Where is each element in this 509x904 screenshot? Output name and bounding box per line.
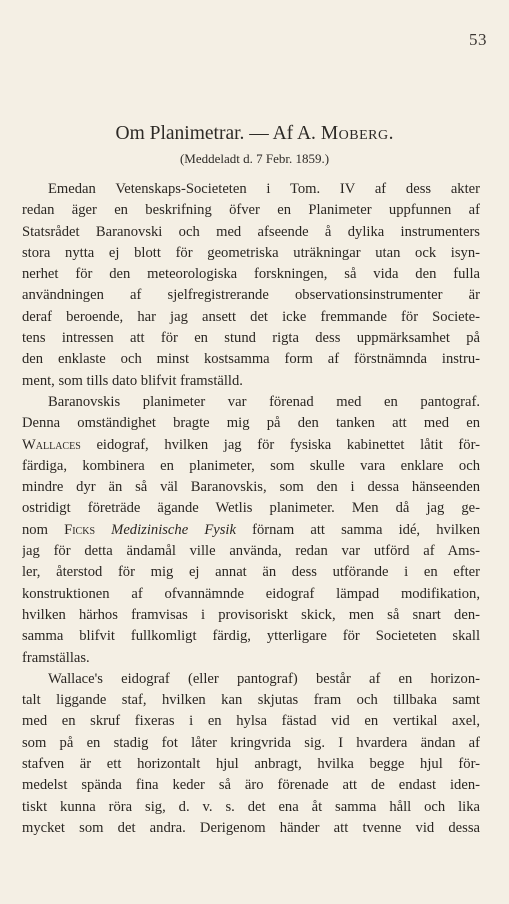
text-line: framställas. [22,649,90,666]
text-line-start: nom [22,521,48,538]
wallaces-name: Wallaces [22,436,81,453]
ficks-name: Ficks [64,521,96,538]
text-line-rest: eidograf, hvilken jag för fysiska kabinettet låtit för- [96,436,480,453]
text-line: Statsrådet Baranovski och med afseende å dylika instrumenters [22,223,480,240]
text-line-rest: förnam att samma idé, hvilken [252,521,480,538]
text-line: mindre dyr än så väl Baranovskis, som den i dessa hänseenden [22,479,480,496]
text-line: jag för detta ändamål ville använda, redan var utförd af Ams- [22,543,480,560]
text-line: Emedan Vetenskaps-Societeten i Tom. IV af dess akter [48,181,480,197]
text-line: ment, som tills dato blifvit framställd. [22,372,243,389]
title-af: Af A. [272,123,316,144]
text-line: användningen af sjelfregistrerande observationsinstrumenter är [22,287,480,304]
text-line: som på en stadig fot låter kringvrida sig. I hvardera ändan af [22,734,480,751]
title-main: Om Planimetrar. [115,123,245,144]
text-line: Baranovskis planimeter var förenad med en pantograf. [48,393,480,410]
ficks-work-title: Medizinische Fysik [111,521,236,538]
text-line: deraf beroende, har jag ansett det icke fremmande för Societe- [22,308,480,325]
article-subtitle: (Meddeladt d. 7 Febr. 1859.) [179,151,330,166]
text-line: medelst spända fina keder så äro förenade att de endast iden- [22,777,480,794]
text-line: talt liggande staf, hvilken kan skjutas fram och tillbaka samt [22,692,480,709]
text-line: redan äger en beskrifning öfver en Planimeter uppfunnen af [22,202,480,219]
text-line: stora nytta ej blott för geometriska uträkningar utan ock isyn- [22,244,480,261]
article-title [0,123,509,145]
text-line: den enklaste och minst kostsamma form af förstnämnda instru- [22,351,480,368]
text-line: färdiga, kombinera en planimeter, som skulle vara enklare och [22,457,480,474]
text-line: samma blifvit fullkomligt färdig, ytterligare för Societeten skall [22,628,480,645]
text-line: tiskt kunna röra sig, d. v. s. det ena åt samma håll och lika [22,798,480,815]
text-line: Denna omständighet bragte mig på den tanken att med en [22,415,480,432]
title-dash: — [249,123,269,144]
text-line: ostridigt företräde ägande Wetlis planimeter. Men då jag ge- [22,500,480,517]
title-author: Moberg [320,123,389,144]
text-line: stafven är ett horizontalt hjul anbragt, hvilka begge hjul för- [22,756,480,773]
text-line [22,520,480,541]
text-line [22,435,480,456]
text-line: ler, återstod för mig ej annat än dess utförande i en efter [22,564,480,581]
text-line: hvilken härhos framvisas i provisoriskt skick, men så snart den- [22,606,480,623]
text-line: med en skruf fixeras i en hylsa fästad vid en vertikal axel, [22,713,480,730]
title-end: . [388,123,394,144]
text-line: tens intressen att för en stund rigta dess uppmärksamhet på [22,330,480,347]
text-line: konstruktionen af ofvannämnde eidograf lämpad modifikation, [22,585,480,602]
text-line: mycket som det andra. Derigenom händer att tvenne vid dessa [22,819,480,836]
text-line: nerhet för den meteorologiska forskningen, så vida den fulla [22,266,480,283]
text-line: Wallace's eidograf (eller pantograf) består af en horizon- [48,670,480,687]
page-number: 53 [469,30,487,49]
body-text [22,179,480,839]
